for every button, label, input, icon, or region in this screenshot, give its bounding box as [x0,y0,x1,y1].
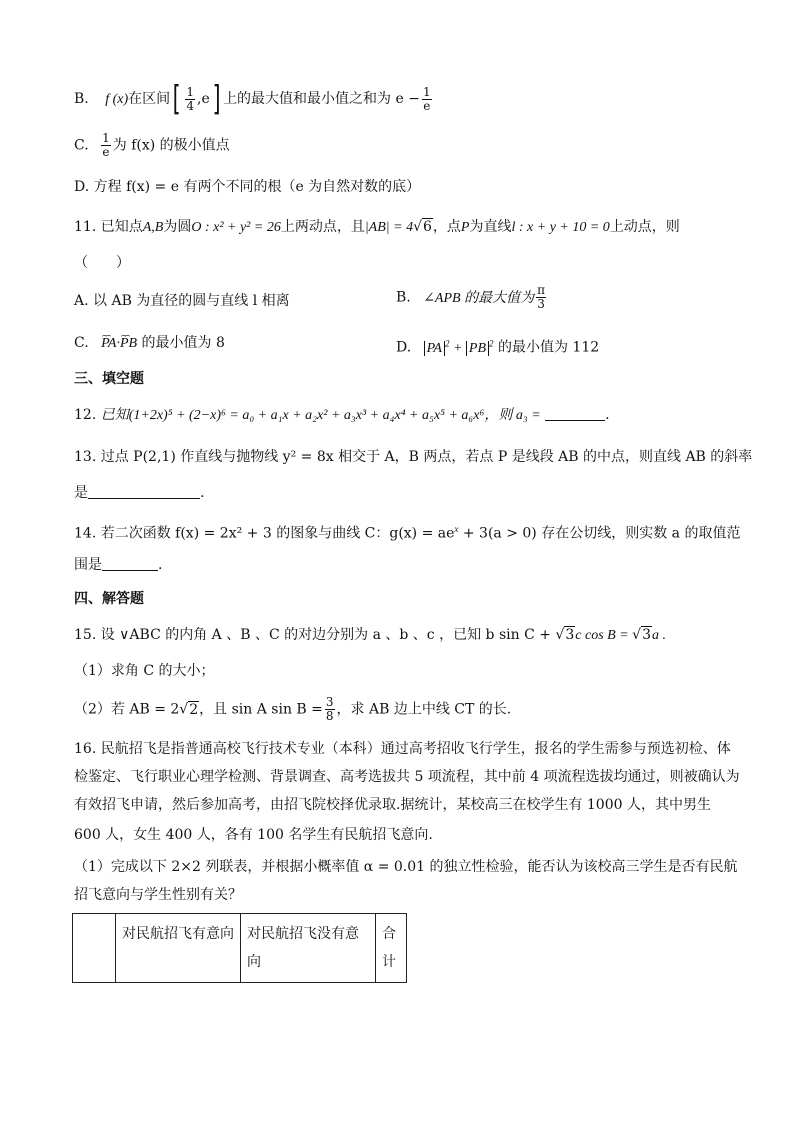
fraction-one-over-e: $\frac{1}{e}$ [102,131,110,159]
option-label: C. [74,137,89,154]
section-heading-fill-in: 三、填空题 [74,371,144,387]
table-header: 对民航招飞没有意向 [241,914,376,983]
q11-option-d: D. PA $^2$ + PB $^2$ 的最小值为 112 [396,338,600,356]
q11-option-b: B. ∠APB 的最大值为 $\frac{\pi}{3}$ [396,283,545,311]
left-bracket: [ [172,79,181,119]
table-header: 对民航招飞有意向 [116,914,241,983]
answer-blank[interactable] [88,484,200,499]
contingency-table [72,913,407,983]
function-f: f (x) [105,92,129,107]
q16-line1: 16. 民航招飞是指普通高校飞行技术专业（本科）通过高考招收飞行学生，报名的学生需参与预选初检、体 [74,741,731,757]
q16-line4: 600 人，女生 400 人，各有 100 名学生有民航招飞意向. [74,827,433,843]
fraction-one-over-e: $\frac{1}{e}$ [422,84,431,113]
q12: 12. 已知(1+2x)⁵ + (2−x)⁶ = a₀ + a₁x + a₂x² + a₃x³ + a₄x⁴ + a₅x⁵ + a₆x⁶，则 a₃ = . [74,407,610,423]
q10-option-b: B. f (x)在区间[ $\frac{1}{4}$ ,e] 上的最大值和最小值之和为 e − $\frac{1}{e}$ [74,79,431,119]
q10-option-d: D. 方程 f(x) = e 有两个不同的根（e 为自然对数的底） [74,179,421,195]
q14-line2: 围是 . [74,557,163,573]
right-bracket: ] [212,79,221,119]
option-text: 为 f(x) 的极小值点 [112,137,230,154]
option-label: B. [74,91,89,107]
answer-blank[interactable] [545,406,605,421]
fraction-quarter: $\frac{1}{4}$ [186,84,195,113]
q16-part1-line1: （1）完成以下 2×2 列联表，并根据小概率值 α = 0.01 的独立性检验，能否认为该校高三学生是否有民航 [74,859,738,875]
q13-line2: 是 . [74,485,205,501]
q10-option-c [74,132,230,159]
q11-option-c: C. ⌢⌢ PA·⌢⌢ PB 的最小值为 8 [74,334,225,353]
q15-part1: （1）求角 C 的大小； [74,663,215,679]
table-cell [73,914,116,983]
option-text: 上的最大值和最小值之和为 [223,91,392,107]
q15-part2: （2）若 AB = 2√2，且 sin A sin B = $\frac{3}{8}$ ，求 AB 边上中线 CT 的长. [74,695,512,723]
answer-blank[interactable] [102,556,158,571]
q16-part1-line2: 招飞意向与学生性别有关？ [74,887,242,903]
fraction-three-eighths: $\frac{3}{8}$ [325,695,334,723]
table-header: 合计 [376,914,407,983]
q16-line2: 检鉴定、飞行职业心理学检测、背景调查、高考选拔共 5 项流程，其中前 4 项流程选拔均通过，则被确认为 [74,769,740,785]
q11-stem: 11. 已知点A,B为圆O : x² + y² = 26上两动点，且|AB| = 4√6，点P为直线l : x + y + 10 = 0上动点，则 [74,219,680,235]
q14-line1: 14. 若二次函数 f(x) = 2x² + 3 的图象与曲线 C：$g(x) = ae^x + 3(a > 0)$ 存在公切线，则实数 a 的取值范 [74,524,741,542]
option-text: 在区间 [128,91,171,107]
q11-option-a: A. 以 AB 为直径的圆与直线 l 相离 [74,293,290,309]
q13-line1: 13. 过点 P(2,1) 作直线与抛物线 y² = 8x 相交于 A，B 两点，若点 P 是线段 AB 的中点，则直线 AB 的斜率 [74,449,753,465]
q15-stem: 15. 设 ∨ABC 的内角 A 、B 、C 的对边分别为 a 、b 、c ，已知 b sin C + √3c cos B = √3a . [74,627,666,643]
q16-line3: 有效招飞申请，然后参加高考，由招飞院校择优录取.据统计，某校高三在校学生有 1000 人，其中男生 [74,797,711,813]
fraction-pi-over-3: $\frac{\pi}{3}$ [537,283,545,311]
q11-paren: （ ） [74,255,130,271]
section-heading-answers: 四、解答题 [74,591,144,607]
table-row [73,914,407,983]
